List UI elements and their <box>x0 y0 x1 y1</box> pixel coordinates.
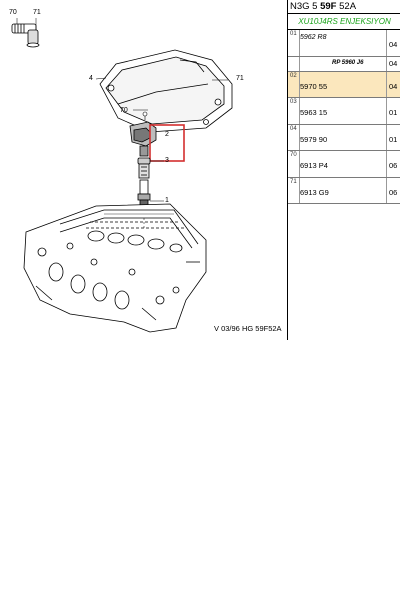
part-item-number: 01 <box>290 31 297 37</box>
engine-type-label: XU10J4RS ENJEKSIYON <box>288 14 400 30</box>
part-row[interactable] <box>288 30 400 57</box>
part-row[interactable] <box>288 178 400 205</box>
part-quantity: 04 <box>389 81 398 91</box>
part-quantity: 01 <box>389 134 398 144</box>
column-divider <box>386 151 387 177</box>
part-item-number: 02 <box>290 72 297 79</box>
ignition-coil-part <box>130 122 156 156</box>
column-divider <box>386 125 387 151</box>
column-divider <box>386 30 387 56</box>
callout-70: 70 <box>9 9 17 16</box>
part-reference: 6913 P4 <box>300 161 328 170</box>
cylinder-head-part <box>24 204 206 332</box>
callout-70-pin: 70 <box>120 107 128 114</box>
part-reference: 5963 15 <box>300 108 328 117</box>
callout-71: 71 <box>33 9 41 16</box>
part-row[interactable] <box>288 151 400 178</box>
part-note: RP 5960 J6 <box>332 59 364 66</box>
part-quantity: 01 <box>389 108 398 117</box>
part-quantity: 06 <box>389 187 398 197</box>
coil-boot-part <box>138 158 150 178</box>
part-item-number: 70 <box>290 152 297 158</box>
bolt-washer-icon <box>12 24 39 47</box>
diagram-drawing <box>0 0 287 340</box>
part-row[interactable] <box>288 125 400 152</box>
callout-71-cover: 71 <box>236 75 244 82</box>
part-row[interactable] <box>288 98 400 125</box>
column-divider <box>299 57 300 71</box>
part-row[interactable] <box>288 72 400 99</box>
column-divider <box>386 98 387 124</box>
part-item-number: 71 <box>290 178 297 185</box>
parts-list <box>288 30 400 204</box>
group-code-header <box>288 0 400 14</box>
parts-list-panel <box>287 0 400 340</box>
part-quantity: 04 <box>389 40 398 49</box>
part-item-number: 04 <box>290 125 297 132</box>
part-reference: 6913 G9 <box>300 187 329 197</box>
part-quantity: 06 <box>389 161 398 170</box>
part-row[interactable] <box>288 57 400 72</box>
engine-cover-part <box>100 50 232 132</box>
group-code-bold: 59F <box>320 1 337 12</box>
callout-3: 3 <box>165 157 169 164</box>
column-divider <box>386 178 387 204</box>
group-code-prefix: N3G 5 <box>290 1 318 12</box>
group-code-suffix: 52A <box>339 1 357 12</box>
column-divider <box>386 57 387 71</box>
callout-4: 4 <box>89 75 93 82</box>
part-reference: 5970 55 <box>300 81 328 91</box>
callout-2: 2 <box>165 131 169 138</box>
exploded-parts-diagram <box>0 0 287 340</box>
column-divider <box>386 72 387 98</box>
part-quantity: 04 <box>389 58 398 68</box>
part-reference: 5979 90 <box>300 134 328 144</box>
diagram-reference-code: V 03/96 HG 59F52A <box>214 324 282 333</box>
callout-1: 1 <box>165 197 169 204</box>
part-item-number: 03 <box>290 99 297 105</box>
part-reference: 5962 R8 <box>300 34 327 41</box>
